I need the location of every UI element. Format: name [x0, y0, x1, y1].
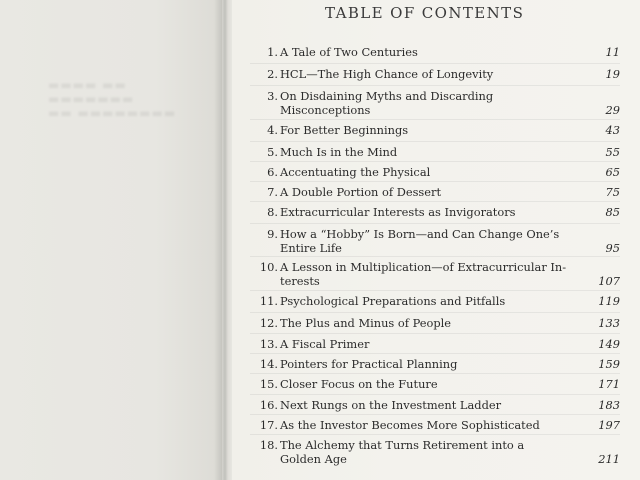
toc-divider: [250, 85, 620, 86]
toc-entry-page-number: 65: [605, 165, 620, 179]
toc-entry-title: On Disdaining Myths and Discarding: [280, 89, 494, 103]
toc-entry-page-number: 149: [598, 337, 620, 351]
toc-entry-title: Extracurricular Interests as Invigorators: [280, 205, 516, 219]
toc-entry-page-number: 85: [605, 205, 620, 219]
toc-entry-number: 2.: [267, 67, 278, 81]
toc-entry-number: 11.: [259, 294, 278, 308]
toc-divider: [250, 290, 620, 291]
toc-entry-title: For Better Beginnings: [280, 123, 409, 137]
toc-divider: [250, 63, 620, 64]
toc-entry-number: 10.: [259, 260, 278, 274]
toc-entry-title: Pointers for Practical Planning: [280, 357, 458, 371]
toc-entry-title: The Alchemy that Turns Retirement into a: [280, 438, 525, 452]
toc-entry-page-number: 43: [605, 123, 620, 137]
toc-entry-number: 5.: [267, 145, 278, 159]
toc-entry-title: The Plus and Minus of People: [280, 316, 452, 330]
toc-divider: [250, 434, 620, 435]
toc-entry-title: Accentuating the Physical: [280, 165, 431, 179]
toc-entry-number: 1.: [267, 45, 278, 59]
toc-entry-number: 12.: [259, 316, 278, 330]
toc-entry-page-number: 133: [598, 316, 620, 330]
toc-entry-number: 17.: [259, 418, 278, 432]
toc-entry-page-number: 107: [598, 274, 620, 288]
toc-entry-title: A Double Portion of Dessert: [280, 185, 442, 199]
toc-divider: [250, 119, 620, 120]
toc-entry-page-number: 95: [605, 241, 620, 255]
toc-entry-title: Misconceptions: [280, 103, 371, 117]
toc-entry-number: 6.: [267, 165, 278, 179]
toc-entry-number: 15.: [259, 377, 278, 391]
toc-entry-page-number: 29: [605, 103, 620, 117]
toc-divider: [250, 256, 620, 257]
toc-entry-title: Psychological Preparations and Pitfalls: [280, 294, 506, 308]
toc-entry-title: A Fiscal Primer: [280, 337, 370, 351]
book-gutter: [214, 0, 234, 480]
toc-entry-page-number: 119: [598, 294, 620, 308]
toc-entry-title: How a “Hobby” Is Born—and Can Change One’s: [280, 227, 560, 241]
toc-entry-page-number: 183: [598, 398, 620, 412]
toc-entry-number: 3.: [267, 89, 278, 103]
toc-entry-page-number: 197: [598, 418, 620, 432]
toc-entry-page-number: 211: [598, 452, 620, 466]
toc-divider: [250, 201, 620, 202]
toc-divider: [250, 414, 620, 415]
toc-entry-page-number: 11: [605, 45, 620, 59]
toc-divider: [250, 223, 620, 224]
toc-entry-title: A Tale of Two Centuries: [280, 45, 418, 59]
toc-divider: [250, 181, 620, 182]
toc-entry-title: Next Rungs on the Investment Ladder: [280, 398, 502, 412]
toc-entry-number: 7.: [267, 185, 278, 199]
toc-entry-number: 4.: [267, 123, 278, 137]
toc-entry-title: As the Investor Becomes More Sophisticated: [280, 418, 540, 432]
bleed-through-text: ▬▬▬▬ ▬▬ ▬▬▬▬▬▬▬ ▬▬ ▬▬▬▬▬▬▬▬: [48, 78, 177, 120]
toc-entry-title: Entire Life: [280, 241, 342, 255]
toc-entry-number: 18.: [259, 438, 278, 452]
toc-entry-title: Much Is in the Mind: [280, 145, 398, 159]
toc-entry-number: 14.: [259, 357, 278, 371]
toc-entry-page-number: 75: [605, 185, 620, 199]
toc-entry-page-number: 171: [598, 377, 620, 391]
toc-entry-number: 8.: [267, 205, 278, 219]
toc-entry-title: A Lesson in Multiplication—of Extracurricular In-: [280, 260, 567, 274]
toc-entry-page-number: 19: [605, 67, 620, 81]
toc-divider: [250, 373, 620, 374]
toc-divider: [250, 161, 620, 162]
toc-heading: TABLE OF CONTENTS: [325, 4, 525, 22]
toc-entry-title: Closer Focus on the Future: [280, 377, 438, 391]
left-page: [0, 0, 222, 480]
toc-entry-number: 9.: [267, 227, 278, 241]
toc-entry-title: Golden Age: [280, 452, 347, 466]
toc-entry-number: 13.: [259, 337, 278, 351]
toc-divider: [250, 312, 620, 313]
toc-entry-title: terests: [280, 274, 320, 288]
toc-divider: [250, 141, 620, 142]
toc-entry-page-number: 159: [598, 357, 620, 371]
toc-list: [250, 0, 620, 480]
toc-entry-page-number: 55: [605, 145, 620, 159]
toc-entry-number: 16.: [259, 398, 278, 412]
toc-divider: [250, 394, 620, 395]
toc-entry-title: HCL—The High Chance of Longevity: [280, 67, 494, 81]
toc-divider: [250, 353, 620, 354]
toc-divider: [250, 333, 620, 334]
